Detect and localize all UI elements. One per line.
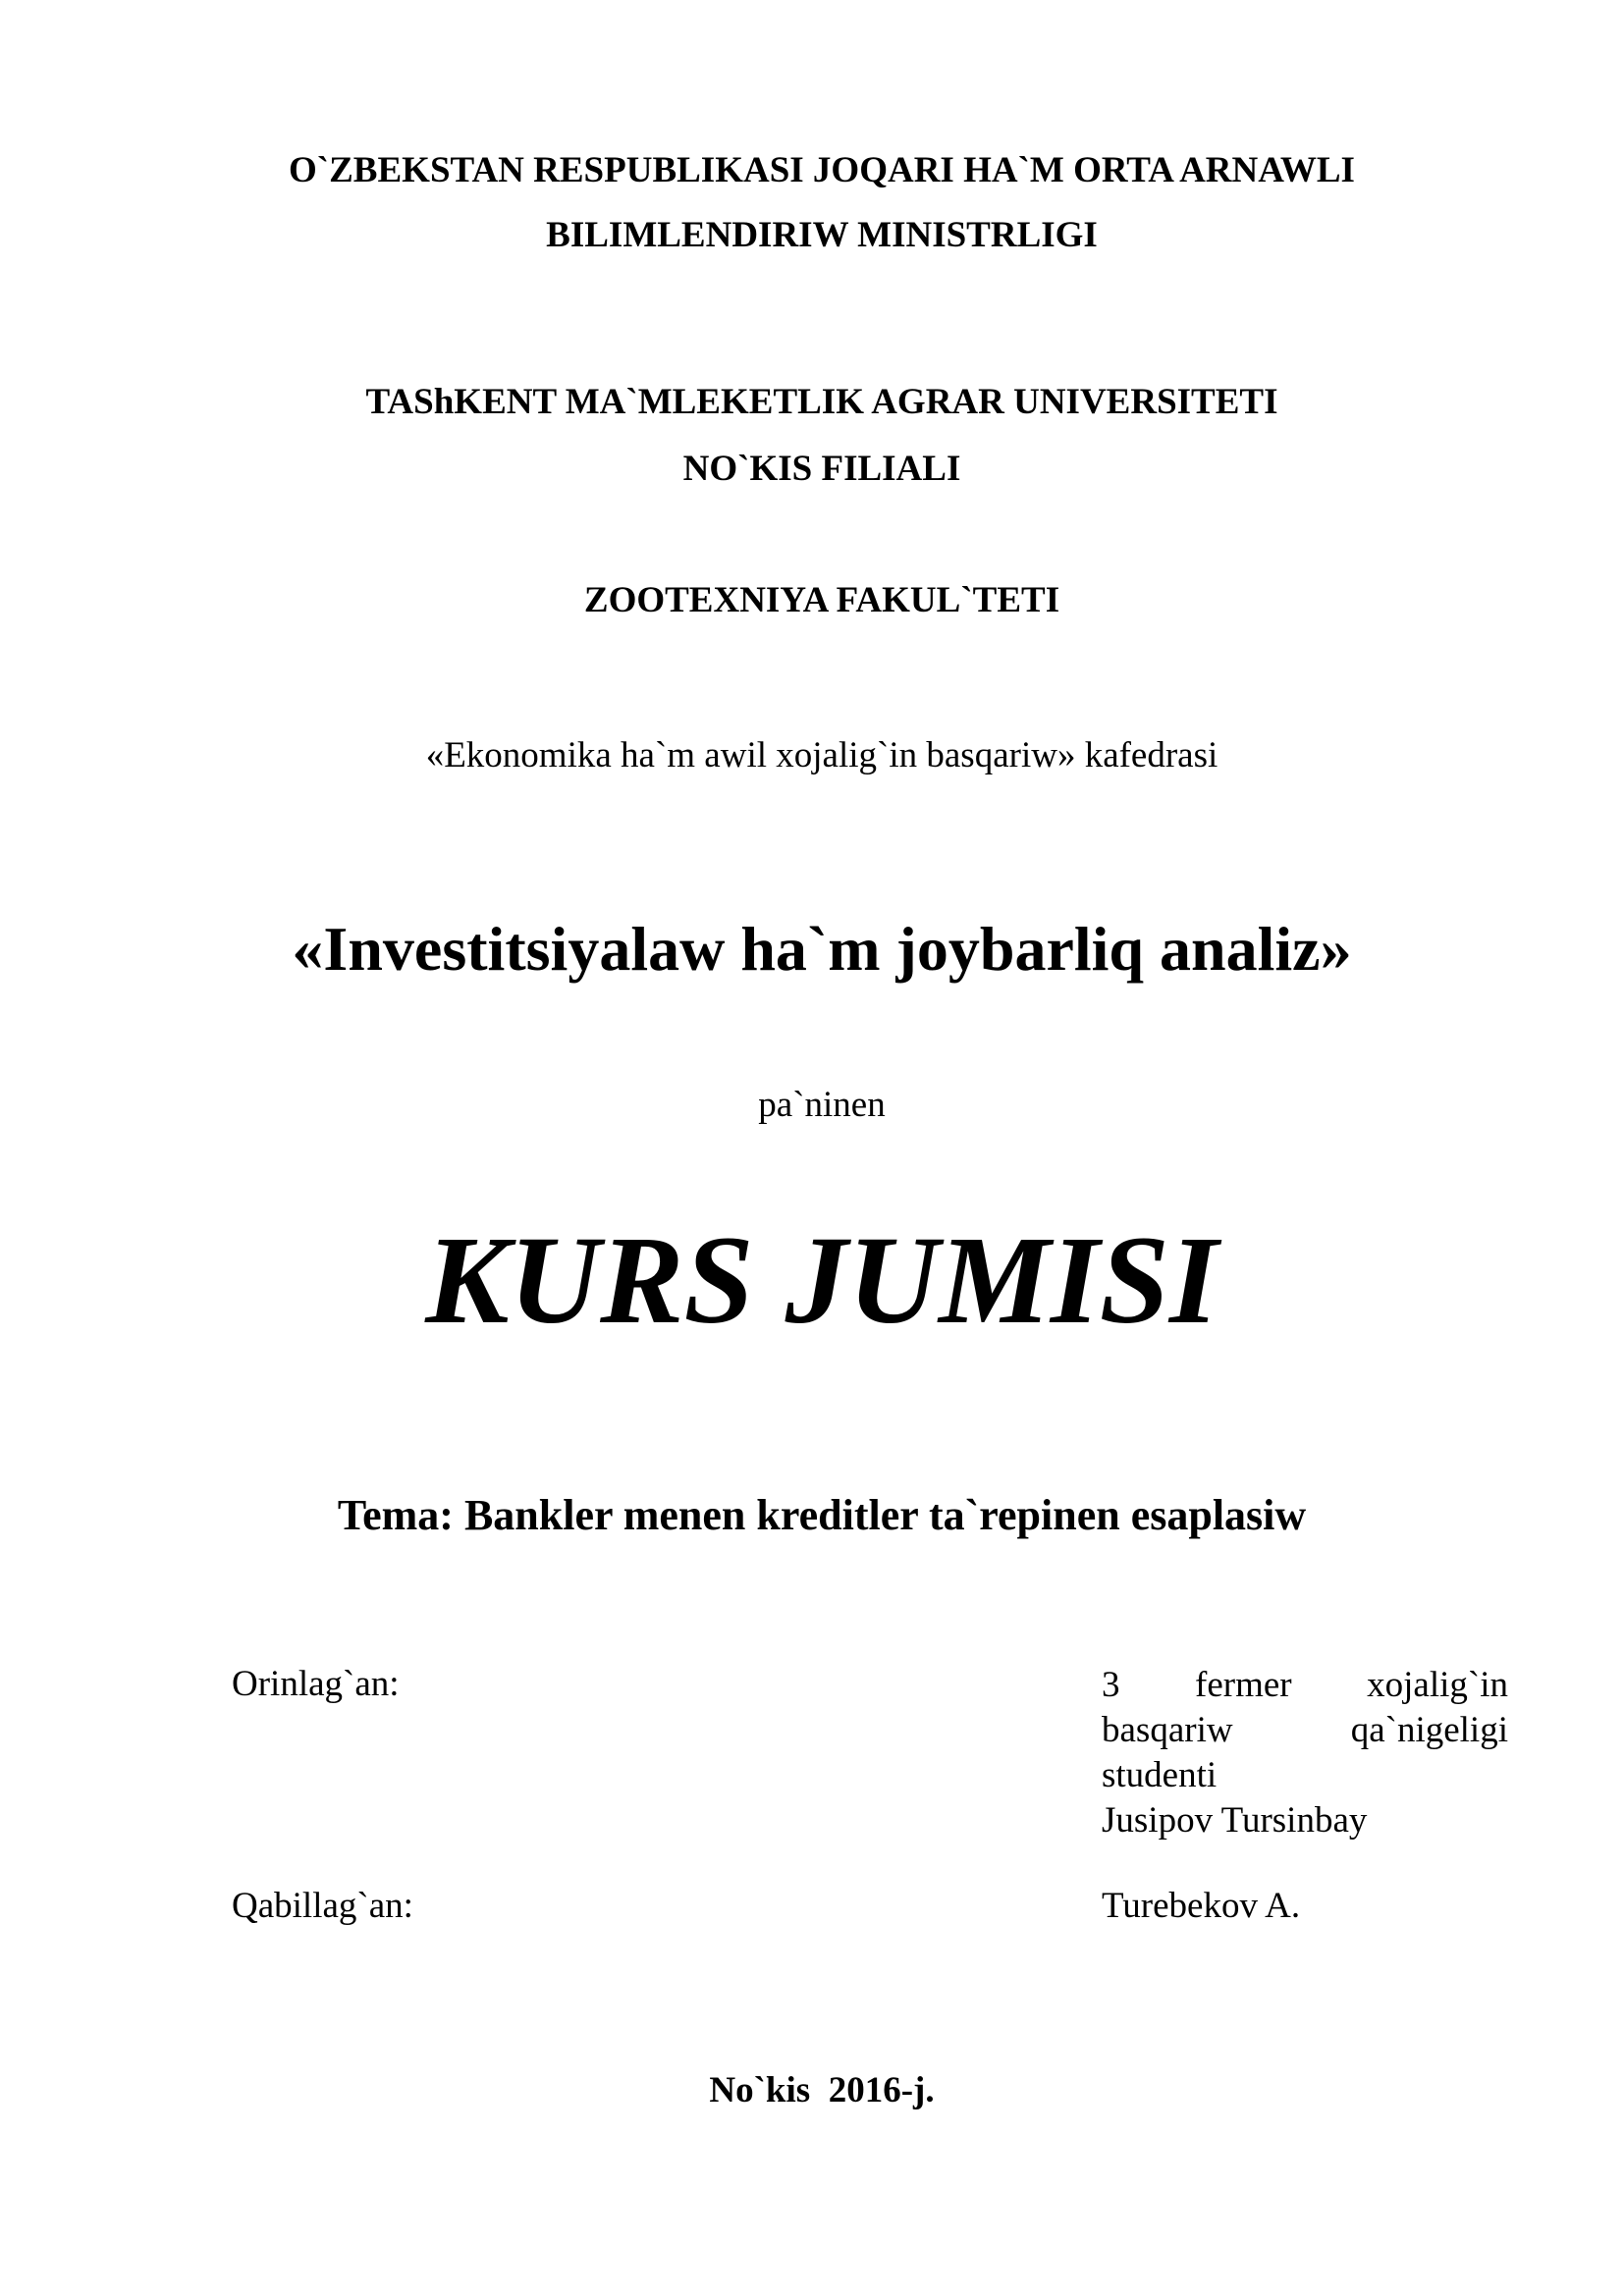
- university-name-line-1: TAShKENT MA`MLEKETLIK AGRAR UNIVERSITETI: [365, 382, 1278, 422]
- department-name: «Ekonomika ha`m awil xojalig`in basqariw» kafedrasi: [425, 735, 1218, 775]
- performer-line-2-word-2: qa`nigeligi: [1350, 1710, 1508, 1750]
- performer-label: Orinlag`an:: [232, 1664, 400, 1704]
- performer-line-1-word-1: 3: [1102, 1665, 1120, 1705]
- topic-title: Tema: Bankler menen kreditler ta`repinen esaplasiw: [337, 1491, 1307, 1539]
- approver-name: Turebekov A.: [1102, 1886, 1301, 1926]
- performer-name: Jusipov Tursinbay: [1102, 1800, 1368, 1841]
- performer-line-1: [1102, 1663, 1508, 1708]
- performer-line-2-word-1: basqariw: [1102, 1710, 1233, 1750]
- faculty-name: ZOOTEXNIYA FAKUL`TETI: [583, 580, 1060, 620]
- performer-line-2: [1102, 1708, 1508, 1753]
- ministry-name-line-1: O`ZBEKSTAN RESPUBLIKASI JOQARI HA`M ORTA ARNAWLI: [289, 150, 1355, 190]
- work-type-title: KURS JUMISI: [425, 1210, 1218, 1350]
- university-branch: NO`KIS FILIALI: [682, 449, 961, 489]
- approver-label: Qabillag`an:: [232, 1886, 413, 1926]
- place-and-year: No`kis 2016-j.: [709, 2070, 935, 2110]
- performer-line-1-word-2: fermer: [1195, 1665, 1292, 1705]
- performer-line-3: studenti: [1102, 1755, 1218, 1795]
- ministry-name-line-2: BILIMLENDIRIW MINISTRLIGI: [546, 215, 1098, 255]
- performer-details: [1102, 1663, 1508, 1843]
- performer-line-1-word-3: xojalig`in: [1367, 1665, 1508, 1705]
- subject-suffix: pa`ninen: [758, 1085, 886, 1125]
- subject-title: «Investitsiyalaw ha`m joybarliq analiz»: [292, 914, 1352, 984]
